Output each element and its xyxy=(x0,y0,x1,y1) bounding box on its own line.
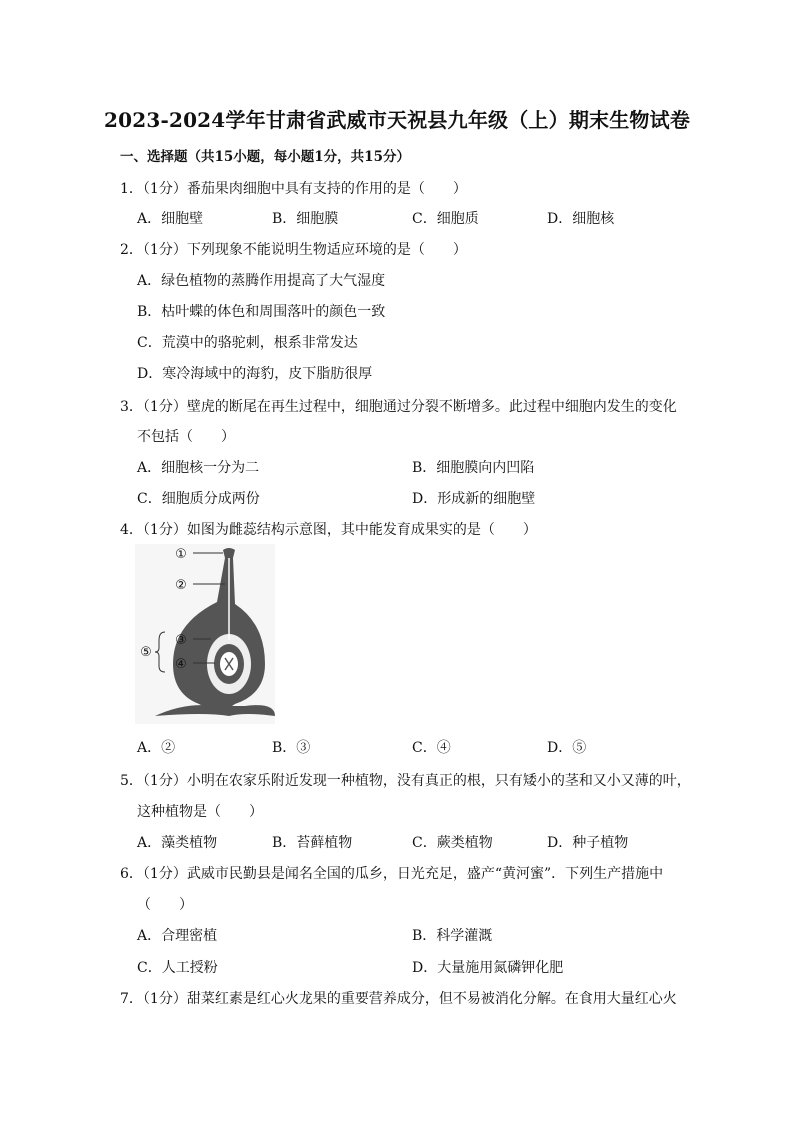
question-1-option-b: B．细胞膜 xyxy=(272,211,339,227)
page-title: 2023-2024学年甘肃省武威市天祝县九年级（上）期末生物试卷 xyxy=(103,108,691,132)
question-4-option-c: C．④ xyxy=(412,740,451,756)
question-5-option-b: B．苔藓植物 xyxy=(272,835,353,851)
diagram-label-2: ② xyxy=(175,578,187,593)
section-heading: 一、选择题（共15小题，每小题1分，共15分） xyxy=(120,149,410,165)
question-1-option-c: C．细胞质 xyxy=(412,211,479,227)
question-5-stem: 5．（1分）小明在农家乐附近发现一种植物，没有真正的根，只有矮小的茎和又小又薄的叶， xyxy=(120,773,691,789)
question-1-option-a: A．细胞壁 xyxy=(137,211,204,227)
question-1-option-d: D．细胞核 xyxy=(547,211,615,227)
question-4-option-a: A．② xyxy=(137,740,176,756)
question-5-option-d: D．种子植物 xyxy=(547,835,629,851)
question-3-stem-continued: 不包括（ ） xyxy=(137,429,235,445)
question-6-option-b: B．科学灌溉 xyxy=(412,928,493,944)
question-3-option-a: A．细胞核一分为二 xyxy=(137,460,260,476)
question-4-option-b: B．③ xyxy=(272,740,311,756)
question-6-option-d: D．大量施用氮磷钾化肥 xyxy=(412,960,564,976)
diagram-label-5: ⑤ xyxy=(140,645,152,660)
question-3-stem: 3．（1分）壁虎的断尾在再生过程中，细胞通过分裂不断增多。此过程中细胞内发生的变化 xyxy=(120,399,677,415)
diagram-label-4: ④ xyxy=(175,657,187,672)
question-4-stem: 4．（1分）如图为雌蕊结构示意图，其中能发育成果实的是（ ） xyxy=(120,522,537,538)
diagram-label-3: ③ xyxy=(175,633,187,648)
pistil-diagram xyxy=(135,544,275,724)
question-6-stem-continued: （ ） xyxy=(137,897,193,913)
question-3-option-d: D．形成新的细胞壁 xyxy=(412,491,536,507)
question-5-option-a: A．藻类植物 xyxy=(137,835,218,851)
question-2-option-c: C．荒漠中的骆驼刺，根系非常发达 xyxy=(137,335,358,351)
question-3-option-b: B．细胞膜向内凹陷 xyxy=(412,460,535,476)
question-2-option-b: B．枯叶蝶的体色和周围落叶的颜色一致 xyxy=(137,304,386,320)
question-2-option-d: D．寒冷海域中的海豹，皮下脂肪很厚 xyxy=(137,366,373,382)
question-6-stem: 6．（1分）武威市民勤县是闻名全国的瓜乡，日光充足，盛产“黄河蜜”．下列生产措施中 xyxy=(120,866,664,882)
question-2-stem: 2．（1分）下列现象不能说明生物适应环境的是（ ） xyxy=(120,242,467,258)
diagram-label-1: ① xyxy=(175,547,187,562)
question-5-stem-continued: 这种植物是（ ） xyxy=(137,804,263,820)
question-3-option-c: C．细胞质分成两份 xyxy=(137,491,260,507)
question-6-option-a: A．合理密植 xyxy=(137,928,218,944)
question-1-stem: 1．（1分）番茄果肉细胞中具有支持的作用的是（ ） xyxy=(120,181,467,197)
question-6-option-c: C．人工授粉 xyxy=(137,960,218,976)
question-7-stem: 7．（1分）甜菜红素是红心火龙果的重要营养成分，但不易被消化分解。在食用大量红心火 xyxy=(120,991,677,1007)
question-2-option-a: A．绿色植物的蒸腾作用提高了大气湿度 xyxy=(137,273,386,289)
question-4-option-d: D．⑤ xyxy=(547,740,587,756)
question-5-option-c: C．蕨类植物 xyxy=(412,835,493,851)
